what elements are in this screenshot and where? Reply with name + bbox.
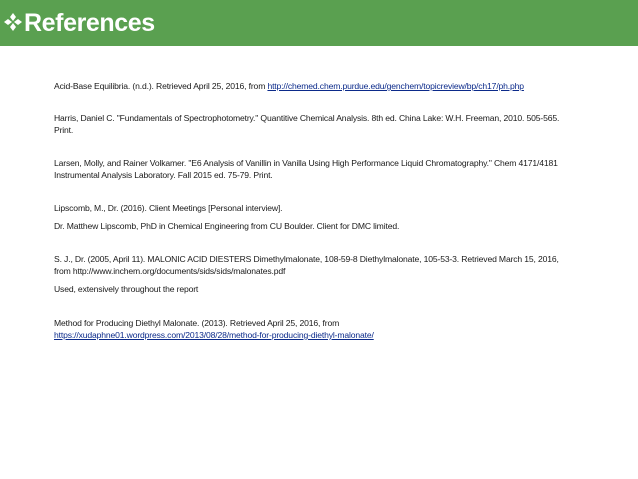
reference-line: from http://www.inchem.org/documents/sids/sids/malonates.pdf [54, 266, 286, 276]
reference-acid-base [54, 80, 614, 92]
reference-malonic-acid [54, 253, 614, 295]
reference-larsen [54, 157, 614, 181]
reference-diethyl-malonate [54, 317, 614, 341]
reference-link-purdue[interactable]: http://chemed.chem.purdue.edu/genchem/topicreview/bp/ch17/ph.php [267, 81, 524, 91]
reference-line: Harris, Daniel C. "Fundamentals of Spectrophotometry." Quantitive Chemical Analysis. 8th ed. China Lake: W.H. Freeman, 2010. 505-565. [54, 113, 560, 123]
reference-harris [54, 112, 614, 136]
diamond-bullet-icon [3, 12, 23, 32]
reference-lipscomb [54, 202, 614, 232]
reference-line: Larsen, Molly, and Rainer Volkamer. "E6 Analysis of Vanillin in Vanilla Using High Performance Liquid Chromatography." Chem 4171/4181 [54, 158, 558, 168]
page-title: References [24, 8, 155, 37]
reference-line: S. J., Dr. (2005, April 11). MALONIC ACID DIESTERS Dimethylmalonate, 108-59-8 Diethylmalonate, 105-53-3. Retrieved March 15, 2016, [54, 254, 559, 264]
reference-line: Print. [54, 125, 74, 135]
reference-line: Lipscomb, M., Dr. (2016). Client Meetings [Personal interview]. [54, 203, 283, 213]
reference-line: Dr. Matthew Lipscomb, PhD in Chemical Engineering from CU Boulder. Client for DMC limited. [54, 221, 400, 231]
reference-link-wordpress[interactable]: https://xudaphne01.wordpress.com/2013/08/28/method-for-producing-diethyl-malonate/ [54, 330, 374, 340]
reference-line: Instrumental Analysis Laboratory. Fall 2015 ed. 75-79. Print. [54, 170, 273, 180]
reference-text: Acid-Base Equilibria. (n.d.). Retrieved April 25, 2016, from [54, 81, 268, 91]
title-bar [0, 0, 638, 46]
reference-note: Used, extensively throughout the report [54, 284, 199, 294]
reference-line: Method for Producing Diethyl Malonate. (2013). Retrieved April 25, 2016, from [54, 318, 340, 328]
